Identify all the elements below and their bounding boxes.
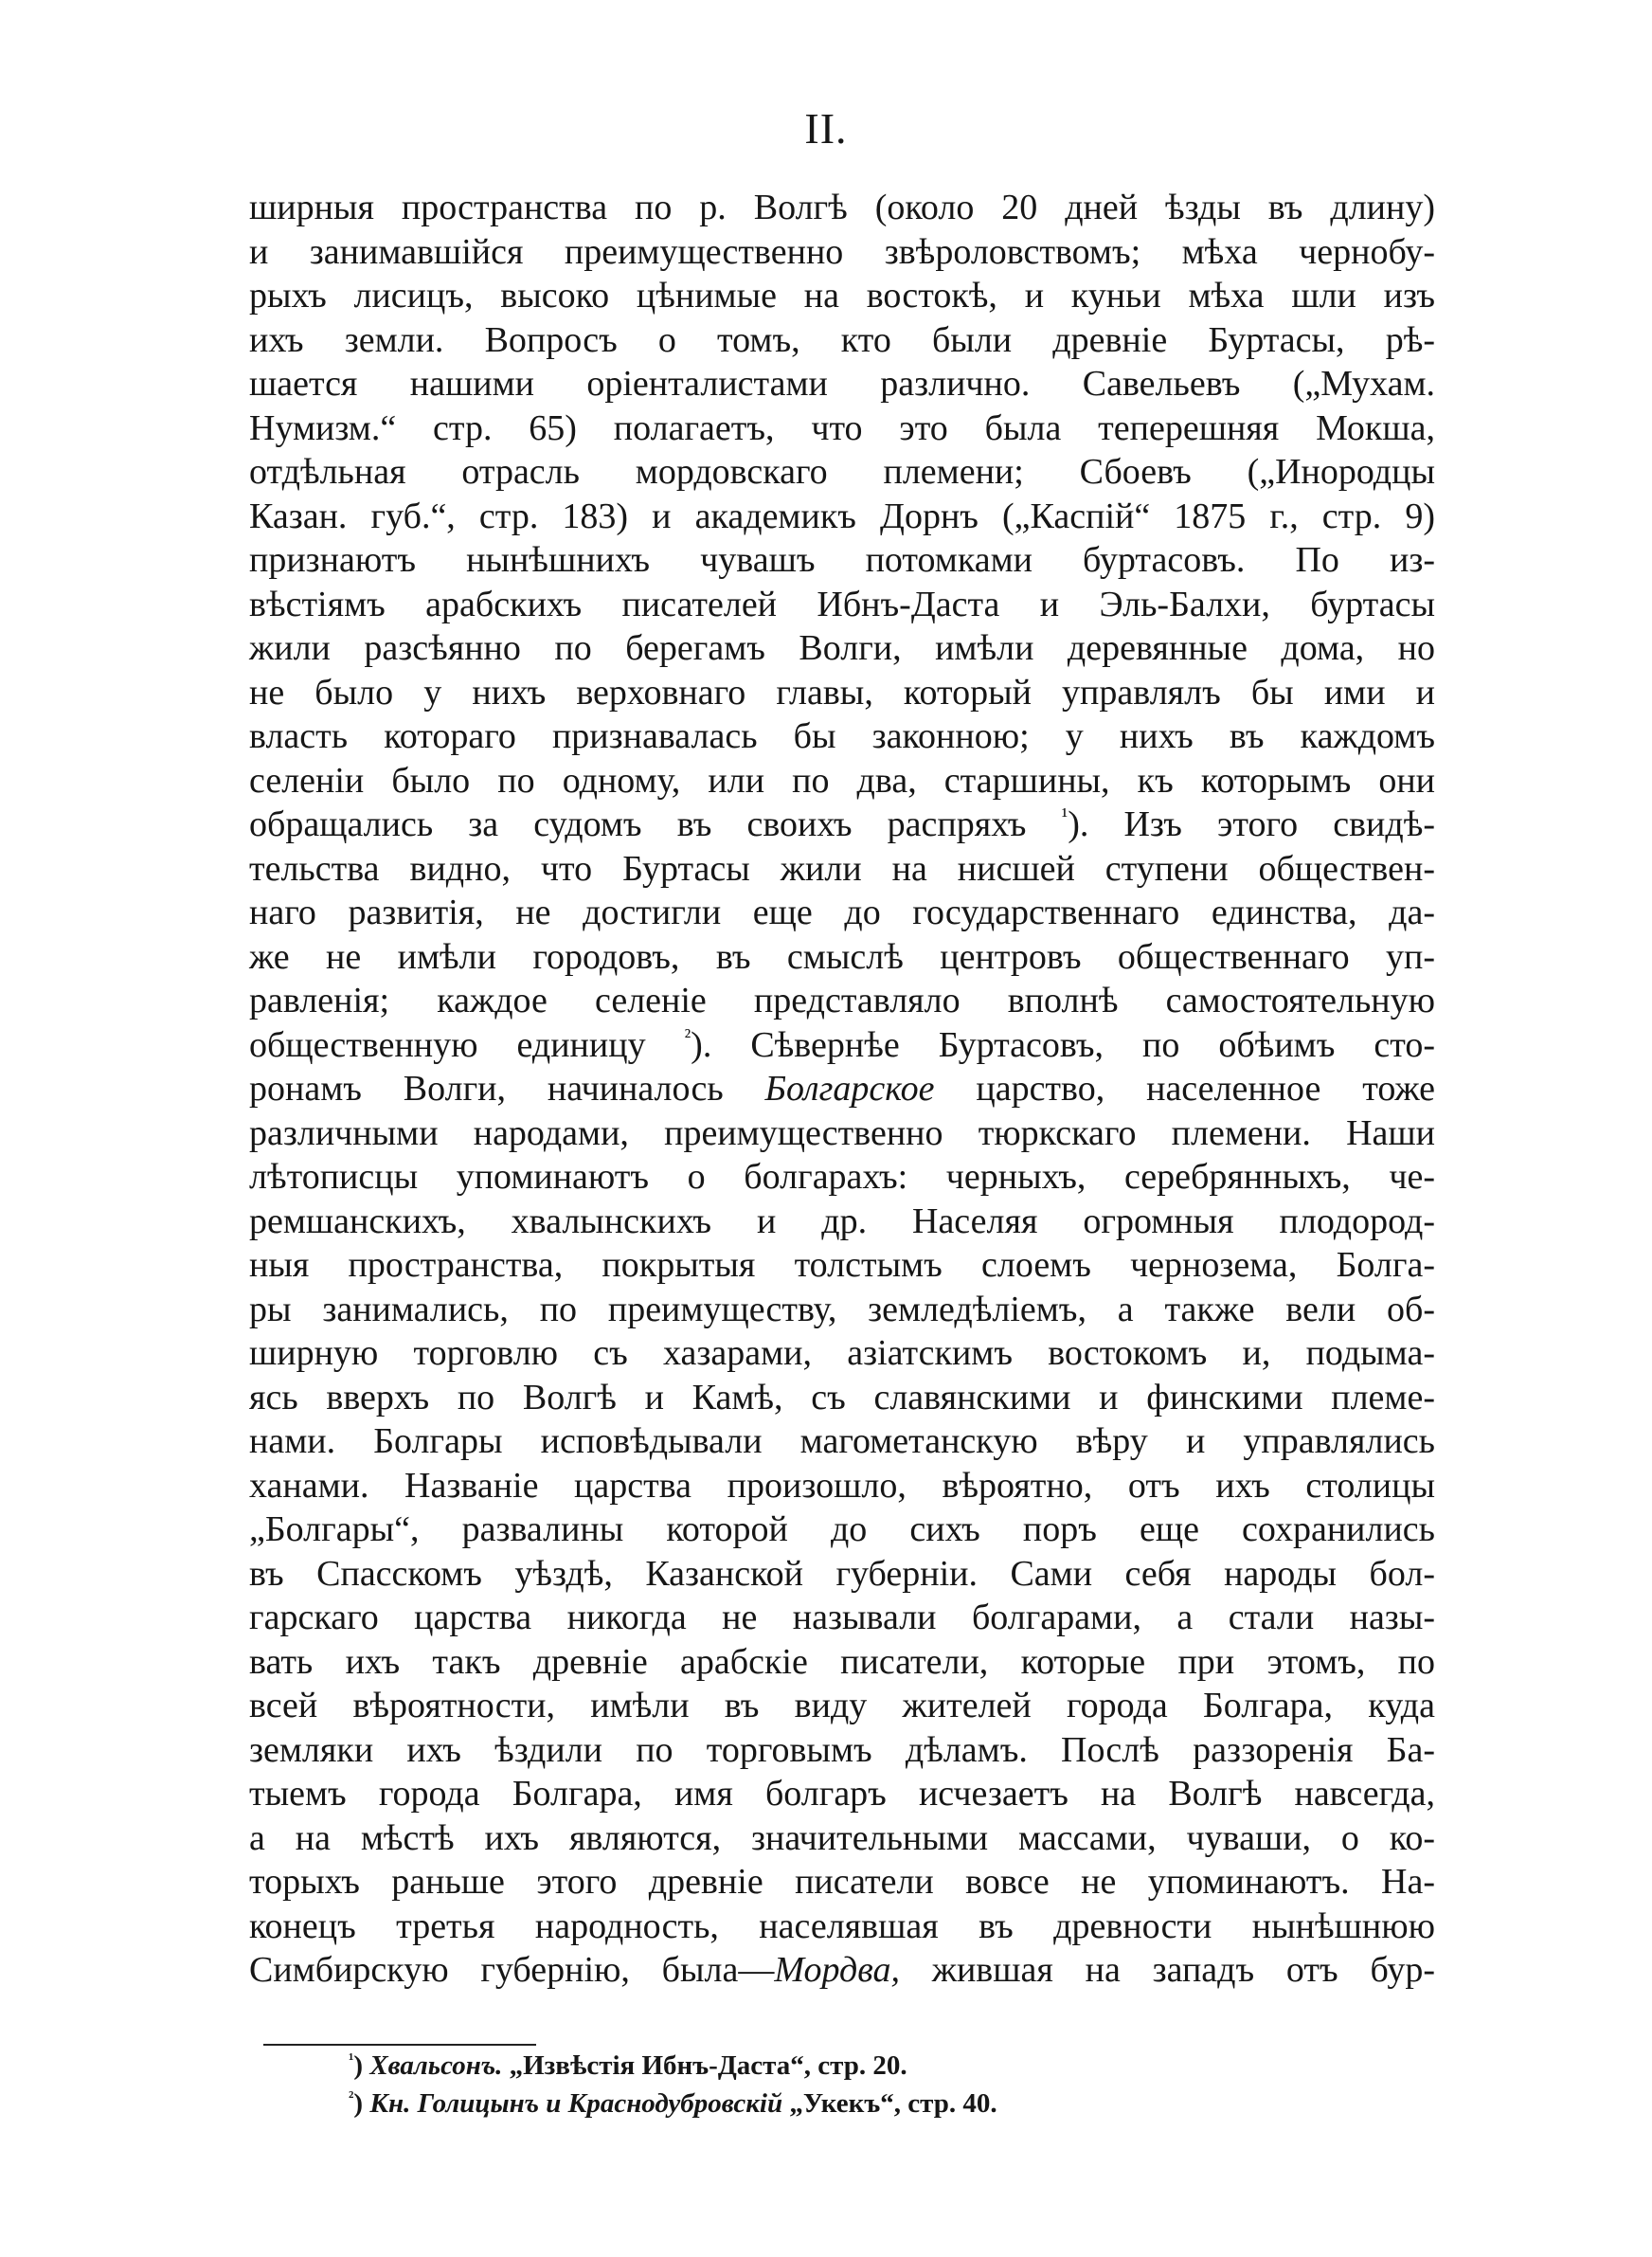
text-line: земляки ихъ ѣздили по торговымъ дѣламъ. Послѣ раззоренія Ба- [249,1729,1435,1770]
footnote-ref-1: ¹ [1061,803,1068,827]
text-line: ремшанскихъ, хвалынскихъ и др. Населяя огромныя плодород- [249,1201,1435,1241]
footnote-text: „Извѣстія Ибнъ-Даста“, стр. 20. [502,2050,907,2081]
text-line: ширныя пространства по р. Волгѣ (около 20 дней ѣзды въ длину) [249,188,1435,227]
text-segment: ронамъ Волги, начиналось [249,1069,765,1109]
text-line: ясь вверхъ по Волгѣ и Камѣ, съ славянскими и финскими племе- [249,1377,1435,1417]
footnote-1: $^{^1}$) Хвальсонъ. „Извѣстія Ибнъ-Даста“, стр. 20. [349,2049,907,2081]
footnotes [349,2047,1201,2122]
text-line: вѣстіямъ арабскихъ писателей Ибнъ-Даста и Эль-Балхи, буртасы [249,584,1435,624]
text-line: не было у нихъ верховнаго главы, который управлялъ бы ими и [249,672,1435,713]
footnote-2: $^{^2}$) Кн. Голицынъ и Краснодубровскій „Укекъ“, стр. 40. [349,2087,997,2119]
text-segment: общественную единицу [249,1024,685,1065]
text-line: Нумизм.“ стр. 65) полагаетъ, что это была теперешняя Мокша, [249,407,1435,448]
text-line: власть котораго признавалась бы законною; у нихъ въ каждомъ [249,716,1435,756]
text-segment: ). Сѣвернѣе Буртасовъ, по обѣимъ сто- [691,1024,1435,1065]
text-line: а на мѣстѣ ихъ являются, значительными массами, чуваши, о ко- [249,1817,1435,1858]
page-number: II. [804,104,848,153]
footnote-mark: ² [349,2087,354,2106]
text-line: же не имѣли городовъ, въ смыслѣ центровъ общественнаго уп- [249,936,1435,977]
text-line: ныя пространства, покрытыя толстымъ слоемъ чернозема, Болга- [249,1245,1435,1285]
text-line: лѣтописцы упоминаютъ о болгарахъ: черныхъ, серебрянныхъ, че- [249,1157,1435,1197]
text-segment: обращались за судомъ въ своихъ распряхъ [249,804,1062,844]
text-line-with-italic [249,1948,1435,1993]
text-line: ханами. Названіе царства произошло, вѣроятно, отъ ихъ столицы [249,1465,1435,1506]
footnote-text: „Укекъ“, стр. 40. [782,2088,997,2119]
text-line: Казан. губ.“, стр. 183) и академикъ Дорнъ („Каспій“ 1875 г., стр. 9) [249,496,1435,536]
text-line: ширную торговлю съ хазарами, азіатскимъ востокомъ и, подыма- [249,1333,1435,1373]
footnote-mark: ¹ [349,2049,354,2068]
text-line: тыемъ города Болгара, имя болгаръ исчезаетъ на Волгѣ навсегда, [249,1774,1435,1814]
text-line: различными народами, преимущественно тюркскаго племени. Наши [249,1112,1435,1153]
text-line: всей вѣроятности, имѣли въ виду жителей города Болгара, куда [249,1686,1435,1725]
text-line: „Болгары“, развалины которой до сихъ поръ еще сохранились [249,1509,1435,1549]
text-line: и занимавшійся преимущественно звѣроловствомъ; мѣха чернобу- [249,231,1435,272]
footnote-ref-2: ² [684,1023,691,1048]
text-line: нами. Болгары исповѣдывали магометанскую вѣру и управлялись [249,1421,1435,1461]
text-line-with-footnote-ref [249,803,1435,847]
text-line-with-footnote-ref [249,1023,1435,1068]
text-line: отдѣльная отрасль мордовскаго племени; Сбоевъ („Инородцы [249,452,1435,492]
text-segment: царство, населенное тоже [934,1069,1435,1109]
text-line: вать ихъ такъ древніе арабскіе писатели, которые при этомъ, по [249,1641,1435,1682]
footnote-author: Кн. Голицынъ и Краснодубровскій [369,2088,783,2119]
text-line: конецъ третья народность, населявшая въ древности нынѣшнюю [249,1905,1435,1946]
text-segment: жившая на западъ отъ бур- [899,1950,1435,1990]
text-line-with-italic [249,1067,1435,1111]
text-line: жили разсѣянно по берегамъ Волги, имѣли деревянные дома, но [249,628,1435,668]
text-segment: ). Изъ этого свидѣ- [1068,804,1436,844]
text-line: равленія; каждое селеніе представляло вполнѣ самостоятельную [249,981,1435,1020]
italic-term: Мордва, [774,1950,900,1990]
text-line: въ Спасскомъ уѣздѣ, Казанской губерніи. Сами себя народы бол- [249,1553,1435,1594]
text-line: наго развитія, не достигли еще до государственнаго единства, да- [249,893,1435,932]
text-line: селеніи было по одному, или по два, старшины, къ которымъ они [249,760,1435,801]
text-line: гарскаго царства никогда не называли болгарами, а стали назы- [249,1598,1435,1637]
footnote-author: Хвальсонъ. [369,2050,503,2081]
text-segment: Симбирскую губернію, была— [249,1950,775,1990]
italic-term: Болгарское [764,1069,935,1109]
body-text [249,186,1435,1993]
text-line: торыхъ раньше этого древніе писатели вовсе не упоминаютъ. На- [249,1862,1435,1902]
footnote-divider [263,2044,536,2046]
text-line: ры занимались, по преимуществу, земледѣліемъ, а также вели об- [249,1289,1435,1329]
text-line: признаютъ нынѣшнихъ чувашъ потомками буртасовъ. По из- [249,540,1435,580]
text-line: рыхъ лисицъ, высоко цѣнимые на востокѣ, и куньи мѣха шли изъ [249,276,1435,316]
text-line: ихъ земли. Вопросъ о томъ, кто были древніе Буртасы, рѣ- [249,319,1435,360]
text-line: тельства видно, что Буртасы жили на нисшей ступени обществен- [249,848,1435,889]
text-line: шается нашими оріенталистами различно. Савельевъ („Мухам. [249,364,1435,404]
